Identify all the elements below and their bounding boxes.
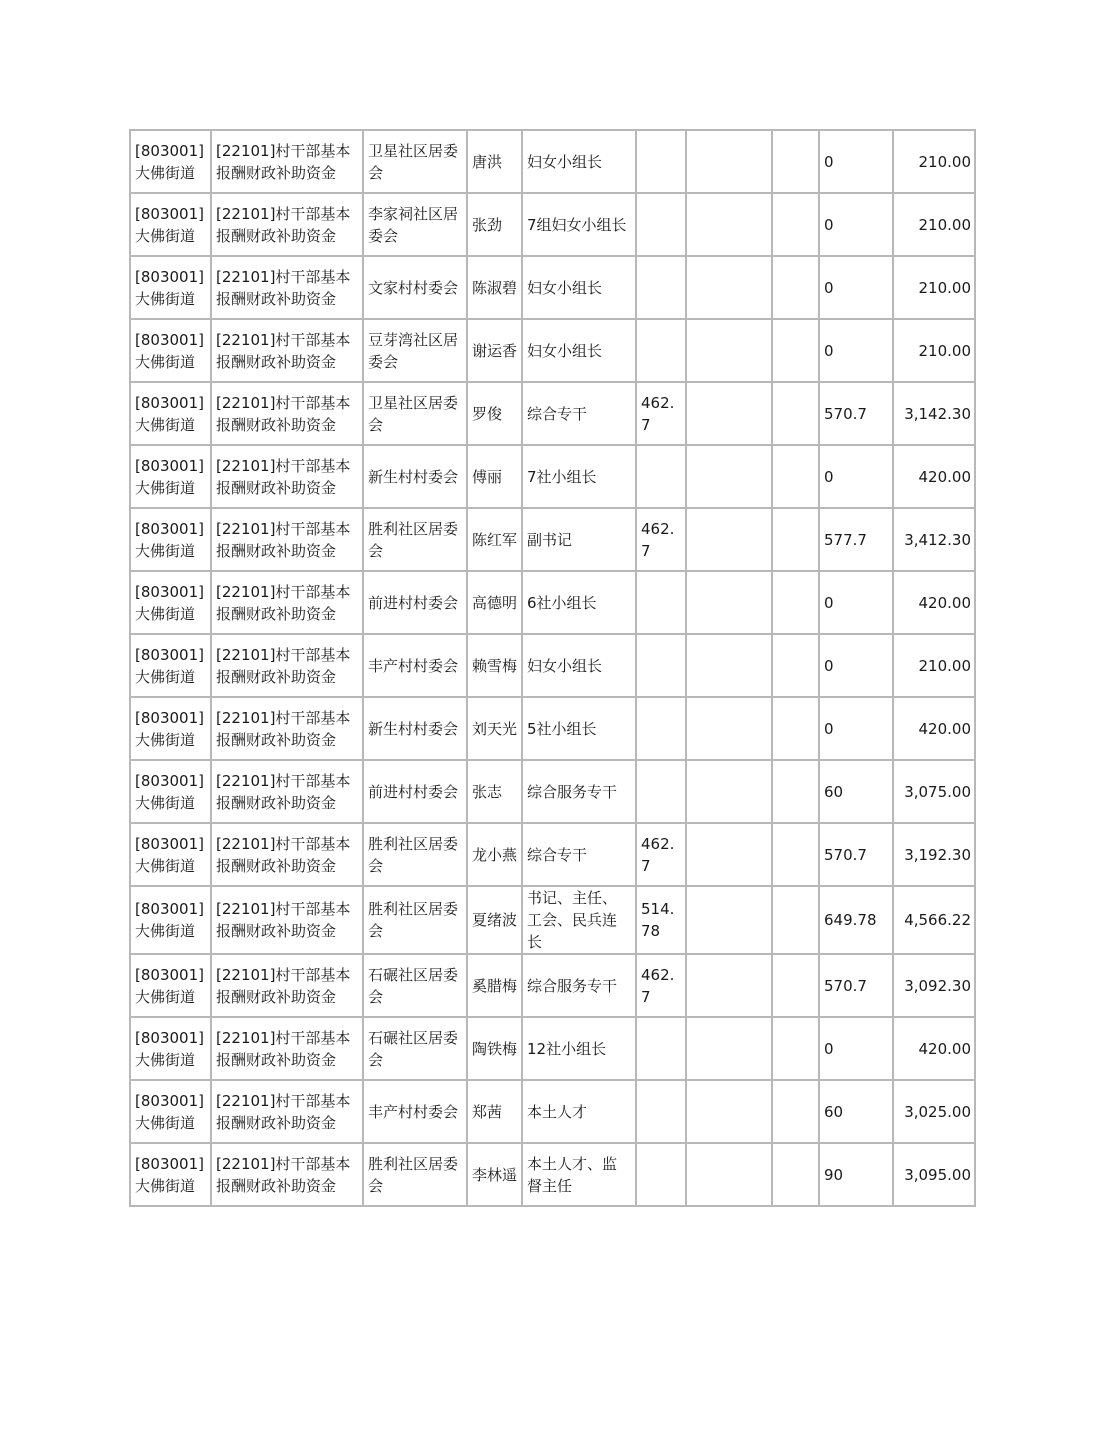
fund-cell: [22101]村干部基本报酬财政补助资金 bbox=[211, 508, 363, 571]
amount-d-cell: 60 bbox=[819, 760, 893, 823]
total-cell: 3,092.30 bbox=[893, 954, 975, 1017]
amount-c-cell bbox=[772, 1080, 819, 1143]
position-cell: 妇女小组长 bbox=[522, 130, 636, 193]
name-cell: 高德明 bbox=[467, 571, 522, 634]
unit-cell: 胜利社区居委会 bbox=[363, 886, 467, 954]
total-cell: 3,075.00 bbox=[893, 760, 975, 823]
fund-cell: [22101]村干部基本报酬财政补助资金 bbox=[211, 256, 363, 319]
table-row bbox=[130, 1143, 975, 1206]
name-cell: 张志 bbox=[467, 760, 522, 823]
amount-b-cell bbox=[686, 1143, 772, 1206]
amount-a-cell bbox=[636, 1080, 686, 1143]
table-row bbox=[130, 130, 975, 193]
unit-cell: 丰产村村委会 bbox=[363, 1080, 467, 1143]
total-cell: 420.00 bbox=[893, 571, 975, 634]
fund-cell: [22101]村干部基本报酬财政补助资金 bbox=[211, 1017, 363, 1080]
amount-c-cell bbox=[772, 256, 819, 319]
fund-cell: [22101]村干部基本报酬财政补助资金 bbox=[211, 823, 363, 886]
total-cell: 420.00 bbox=[893, 1017, 975, 1080]
total-cell: 4,566.22 bbox=[893, 886, 975, 954]
amount-c-cell bbox=[772, 319, 819, 382]
fund-cell: [22101]村干部基本报酬财政补助资金 bbox=[211, 193, 363, 256]
unit-cell: 文家村村委会 bbox=[363, 256, 467, 319]
total-cell: 3,095.00 bbox=[893, 1143, 975, 1206]
amount-c-cell bbox=[772, 193, 819, 256]
amount-c-cell bbox=[772, 130, 819, 193]
unit-cell: 胜利社区居委会 bbox=[363, 508, 467, 571]
fund-cell: [22101]村干部基本报酬财政补助资金 bbox=[211, 954, 363, 1017]
position-cell: 12社小组长 bbox=[522, 1017, 636, 1080]
amount-a-cell bbox=[636, 1017, 686, 1080]
name-cell: 夏绪波 bbox=[467, 886, 522, 954]
fund-cell: [22101]村干部基本报酬财政补助资金 bbox=[211, 760, 363, 823]
table-row bbox=[130, 954, 975, 1017]
amount-c-cell bbox=[772, 954, 819, 1017]
unit-cell: 石碾社区居委会 bbox=[363, 954, 467, 1017]
amount-d-cell: 0 bbox=[819, 571, 893, 634]
amount-a-cell bbox=[636, 193, 686, 256]
name-cell: 唐洪 bbox=[467, 130, 522, 193]
amount-c-cell bbox=[772, 571, 819, 634]
total-cell: 3,025.00 bbox=[893, 1080, 975, 1143]
amount-c-cell bbox=[772, 634, 819, 697]
amount-b-cell bbox=[686, 382, 772, 445]
name-cell: 奚腊梅 bbox=[467, 954, 522, 1017]
amount-b-cell bbox=[686, 886, 772, 954]
table-row bbox=[130, 760, 975, 823]
position-cell: 7社小组长 bbox=[522, 445, 636, 508]
name-cell: 赖雪梅 bbox=[467, 634, 522, 697]
region-cell: [803001]大佛街道 bbox=[130, 1017, 211, 1080]
table-body bbox=[130, 130, 975, 1206]
region-cell: [803001]大佛街道 bbox=[130, 571, 211, 634]
region-cell: [803001]大佛街道 bbox=[130, 1143, 211, 1206]
amount-d-cell: 570.7 bbox=[819, 382, 893, 445]
amount-c-cell bbox=[772, 760, 819, 823]
position-cell: 妇女小组长 bbox=[522, 634, 636, 697]
name-cell: 陈淑碧 bbox=[467, 256, 522, 319]
table-row bbox=[130, 256, 975, 319]
name-cell: 刘天光 bbox=[467, 697, 522, 760]
table-row bbox=[130, 1080, 975, 1143]
name-cell: 罗俊 bbox=[467, 382, 522, 445]
fund-cell: [22101]村干部基本报酬财政补助资金 bbox=[211, 382, 363, 445]
total-cell: 3,192.30 bbox=[893, 823, 975, 886]
region-cell: [803001]大佛街道 bbox=[130, 445, 211, 508]
name-cell: 陈红军 bbox=[467, 508, 522, 571]
amount-b-cell bbox=[686, 571, 772, 634]
region-cell: [803001]大佛街道 bbox=[130, 634, 211, 697]
amount-b-cell bbox=[686, 193, 772, 256]
amount-d-cell: 90 bbox=[819, 1143, 893, 1206]
amount-c-cell bbox=[772, 886, 819, 954]
region-cell: [803001]大佛街道 bbox=[130, 508, 211, 571]
name-cell: 龙小燕 bbox=[467, 823, 522, 886]
total-cell: 3,412.30 bbox=[893, 508, 975, 571]
amount-c-cell bbox=[772, 823, 819, 886]
unit-cell: 卫星社区居委会 bbox=[363, 382, 467, 445]
amount-b-cell bbox=[686, 1080, 772, 1143]
table-row bbox=[130, 319, 975, 382]
table-row bbox=[130, 508, 975, 571]
unit-cell: 胜利社区居委会 bbox=[363, 823, 467, 886]
amount-b-cell bbox=[686, 319, 772, 382]
fund-cell: [22101]村干部基本报酬财政补助资金 bbox=[211, 1143, 363, 1206]
amount-a-cell bbox=[636, 634, 686, 697]
amount-a-cell bbox=[636, 697, 686, 760]
amount-a-cell: 462.7 bbox=[636, 382, 686, 445]
table-row bbox=[130, 571, 975, 634]
amount-d-cell: 0 bbox=[819, 256, 893, 319]
total-cell: 210.00 bbox=[893, 130, 975, 193]
position-cell: 本土人才、监督主任 bbox=[522, 1143, 636, 1206]
amount-b-cell bbox=[686, 1017, 772, 1080]
fund-cell: [22101]村干部基本报酬财政补助资金 bbox=[211, 697, 363, 760]
unit-cell: 新生村村委会 bbox=[363, 445, 467, 508]
amount-b-cell bbox=[686, 508, 772, 571]
position-cell: 综合专干 bbox=[522, 823, 636, 886]
amount-b-cell bbox=[686, 954, 772, 1017]
position-cell: 综合服务专干 bbox=[522, 954, 636, 1017]
amount-b-cell bbox=[686, 697, 772, 760]
payroll-table bbox=[129, 129, 976, 1207]
table-row bbox=[130, 1017, 975, 1080]
amount-d-cell: 60 bbox=[819, 1080, 893, 1143]
table-row bbox=[130, 823, 975, 886]
amount-d-cell: 0 bbox=[819, 697, 893, 760]
amount-a-cell bbox=[636, 445, 686, 508]
amount-d-cell: 570.7 bbox=[819, 954, 893, 1017]
name-cell: 陶铁梅 bbox=[467, 1017, 522, 1080]
total-cell: 210.00 bbox=[893, 634, 975, 697]
region-cell: [803001]大佛街道 bbox=[130, 1080, 211, 1143]
fund-cell: [22101]村干部基本报酬财政补助资金 bbox=[211, 1080, 363, 1143]
amount-d-cell: 649.78 bbox=[819, 886, 893, 954]
amount-a-cell: 462.7 bbox=[636, 508, 686, 571]
table-row bbox=[130, 382, 975, 445]
region-cell: [803001]大佛街道 bbox=[130, 697, 211, 760]
total-cell: 210.00 bbox=[893, 256, 975, 319]
total-cell: 420.00 bbox=[893, 445, 975, 508]
region-cell: [803001]大佛街道 bbox=[130, 193, 211, 256]
amount-c-cell bbox=[772, 508, 819, 571]
region-cell: [803001]大佛街道 bbox=[130, 886, 211, 954]
name-cell: 傅丽 bbox=[467, 445, 522, 508]
fund-cell: [22101]村干部基本报酬财政补助资金 bbox=[211, 130, 363, 193]
amount-a-cell bbox=[636, 760, 686, 823]
position-cell: 综合专干 bbox=[522, 382, 636, 445]
amount-a-cell: 462.7 bbox=[636, 823, 686, 886]
unit-cell: 李家祠社区居委会 bbox=[363, 193, 467, 256]
fund-cell: [22101]村干部基本报酬财政补助资金 bbox=[211, 445, 363, 508]
region-cell: [803001]大佛街道 bbox=[130, 256, 211, 319]
amount-c-cell bbox=[772, 1017, 819, 1080]
name-cell: 郑茜 bbox=[467, 1080, 522, 1143]
amount-d-cell: 0 bbox=[819, 193, 893, 256]
amount-d-cell: 0 bbox=[819, 634, 893, 697]
amount-c-cell bbox=[772, 382, 819, 445]
position-cell: 妇女小组长 bbox=[522, 256, 636, 319]
total-cell: 210.00 bbox=[893, 319, 975, 382]
total-cell: 3,142.30 bbox=[893, 382, 975, 445]
position-cell: 5社小组长 bbox=[522, 697, 636, 760]
amount-a-cell bbox=[636, 1143, 686, 1206]
region-cell: [803001]大佛街道 bbox=[130, 823, 211, 886]
region-cell: [803001]大佛街道 bbox=[130, 130, 211, 193]
total-cell: 420.00 bbox=[893, 697, 975, 760]
position-cell: 本土人才 bbox=[522, 1080, 636, 1143]
unit-cell: 石碾社区居委会 bbox=[363, 1017, 467, 1080]
table-row bbox=[130, 697, 975, 760]
unit-cell: 豆芽湾社区居委会 bbox=[363, 319, 467, 382]
unit-cell: 前进村村委会 bbox=[363, 571, 467, 634]
amount-b-cell bbox=[686, 634, 772, 697]
amount-b-cell bbox=[686, 256, 772, 319]
table-row bbox=[130, 193, 975, 256]
region-cell: [803001]大佛街道 bbox=[130, 954, 211, 1017]
unit-cell: 丰产村村委会 bbox=[363, 634, 467, 697]
position-cell: 书记、主任、工会、民兵连长 bbox=[522, 886, 636, 954]
region-cell: [803001]大佛街道 bbox=[130, 760, 211, 823]
amount-d-cell: 0 bbox=[819, 130, 893, 193]
position-cell: 副书记 bbox=[522, 508, 636, 571]
name-cell: 李林遥 bbox=[467, 1143, 522, 1206]
amount-d-cell: 0 bbox=[819, 445, 893, 508]
amount-b-cell bbox=[686, 130, 772, 193]
amount-c-cell bbox=[772, 1143, 819, 1206]
amount-d-cell: 570.7 bbox=[819, 823, 893, 886]
position-cell: 6社小组长 bbox=[522, 571, 636, 634]
name-cell: 张劲 bbox=[467, 193, 522, 256]
amount-a-cell: 462.7 bbox=[636, 954, 686, 1017]
table-row bbox=[130, 634, 975, 697]
position-cell: 妇女小组长 bbox=[522, 319, 636, 382]
amount-a-cell bbox=[636, 319, 686, 382]
amount-d-cell: 0 bbox=[819, 319, 893, 382]
region-cell: [803001]大佛街道 bbox=[130, 382, 211, 445]
fund-cell: [22101]村干部基本报酬财政补助资金 bbox=[211, 571, 363, 634]
name-cell: 谢运香 bbox=[467, 319, 522, 382]
unit-cell: 胜利社区居委会 bbox=[363, 1143, 467, 1206]
amount-d-cell: 577.7 bbox=[819, 508, 893, 571]
amount-a-cell: 514.78 bbox=[636, 886, 686, 954]
amount-b-cell bbox=[686, 823, 772, 886]
fund-cell: [22101]村干部基本报酬财政补助资金 bbox=[211, 886, 363, 954]
table-row bbox=[130, 886, 975, 954]
unit-cell: 前进村村委会 bbox=[363, 760, 467, 823]
table-row bbox=[130, 445, 975, 508]
amount-a-cell bbox=[636, 130, 686, 193]
position-cell: 综合服务专干 bbox=[522, 760, 636, 823]
position-cell: 7组妇女小组长 bbox=[522, 193, 636, 256]
amount-a-cell bbox=[636, 256, 686, 319]
region-cell: [803001]大佛街道 bbox=[130, 319, 211, 382]
amount-a-cell bbox=[636, 571, 686, 634]
fund-cell: [22101]村干部基本报酬财政补助资金 bbox=[211, 634, 363, 697]
amount-b-cell bbox=[686, 760, 772, 823]
amount-c-cell bbox=[772, 445, 819, 508]
amount-c-cell bbox=[772, 697, 819, 760]
unit-cell: 新生村村委会 bbox=[363, 697, 467, 760]
total-cell: 210.00 bbox=[893, 193, 975, 256]
fund-cell: [22101]村干部基本报酬财政补助资金 bbox=[211, 319, 363, 382]
unit-cell: 卫星社区居委会 bbox=[363, 130, 467, 193]
amount-d-cell: 0 bbox=[819, 1017, 893, 1080]
amount-b-cell bbox=[686, 445, 772, 508]
